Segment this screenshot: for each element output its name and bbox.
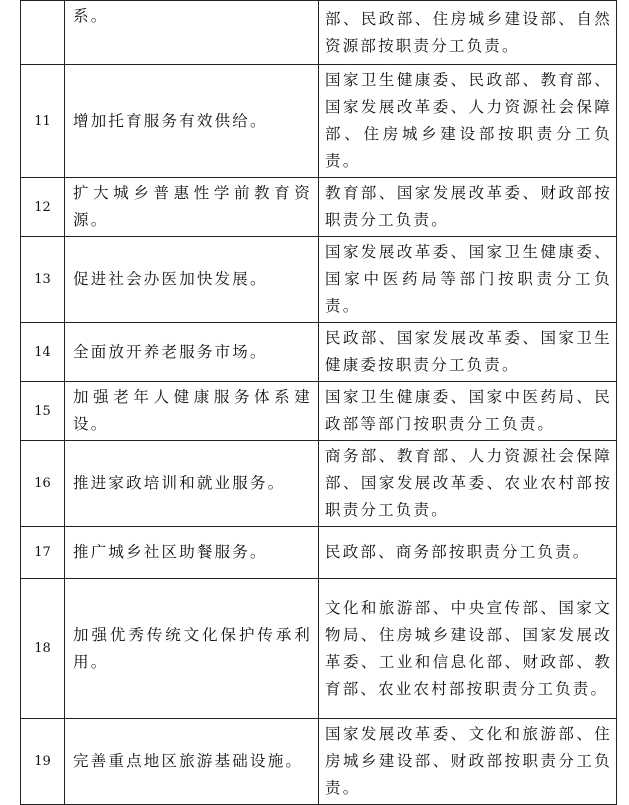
table-row — [21, 527, 617, 579]
row-number: 15 — [21, 382, 65, 441]
department-cell: 国家发展改革委、文化和旅游部、住房城乡建设部、财政部按职责分工负责。 — [319, 719, 617, 805]
table-row — [21, 441, 617, 527]
task-cell: 促进社会办医加快发展。 — [65, 237, 319, 323]
department-cell: 文化和旅游部、中央宣传部、国家文物局、住房城乡建设部、国家发展改革委、工业和信息化部、财政部、教育部、农业农村部按职责分工负责。 — [319, 579, 617, 719]
row-number: 13 — [21, 237, 65, 323]
task-cell: 加强老年人健康服务体系建设。 — [65, 382, 319, 441]
table-row — [21, 382, 617, 441]
document-page — [20, 0, 616, 805]
table-row — [21, 719, 617, 805]
table-row — [21, 1, 617, 65]
table-row — [21, 237, 617, 323]
department-cell: 民政部、商务部按职责分工负责。 — [319, 527, 617, 579]
row-number: 11 — [21, 65, 65, 178]
table-row — [21, 579, 617, 719]
table-row — [21, 323, 617, 382]
department-cell: 国家卫生健康委、国家中医药局、民政部等部门按职责分工负责。 — [319, 382, 617, 441]
task-cell: 推广城乡社区助餐服务。 — [65, 527, 319, 579]
department-cell: 国家发展改革委、国家卫生健康委、国家中医药局等部门按职责分工负责。 — [319, 237, 617, 323]
department-cell: 部、民政部、住房城乡建设部、自然资源部按职责分工负责。 — [319, 1, 617, 65]
row-number: 19 — [21, 719, 65, 805]
task-cell: 扩大城乡普惠性学前教育资源。 — [65, 178, 319, 237]
task-cell: 完善重点地区旅游基础设施。 — [65, 719, 319, 805]
row-number: 14 — [21, 323, 65, 382]
task-cell: 加强优秀传统文化保护传承利用。 — [65, 579, 319, 719]
row-number: 16 — [21, 441, 65, 527]
department-cell: 教育部、国家发展改革委、财政部按职责分工负责。 — [319, 178, 617, 237]
department-cell: 民政部、国家发展改革委、国家卫生健康委按职责分工负责。 — [319, 323, 617, 382]
task-cell: 推进家政培训和就业服务。 — [65, 441, 319, 527]
row-number: 12 — [21, 178, 65, 237]
table-row — [21, 65, 617, 178]
task-cell: 增加托育服务有效供给。 — [65, 65, 319, 178]
department-cell: 国家卫生健康委、民政部、教育部、国家发展改革委、人力资源社会保障部、住房城乡建设部按职责分工负责。 — [319, 65, 617, 178]
row-number: 17 — [21, 527, 65, 579]
row-number: 18 — [21, 579, 65, 719]
task-cell: 全面放开养老服务市场。 — [65, 323, 319, 382]
row-number — [21, 1, 65, 65]
table-row — [21, 178, 617, 237]
responsibility-table — [20, 0, 617, 805]
department-cell: 商务部、教育部、人力资源社会保障部、国家发展改革委、农业农村部按职责分工负责。 — [319, 441, 617, 527]
task-cell: 系。 — [65, 1, 319, 65]
